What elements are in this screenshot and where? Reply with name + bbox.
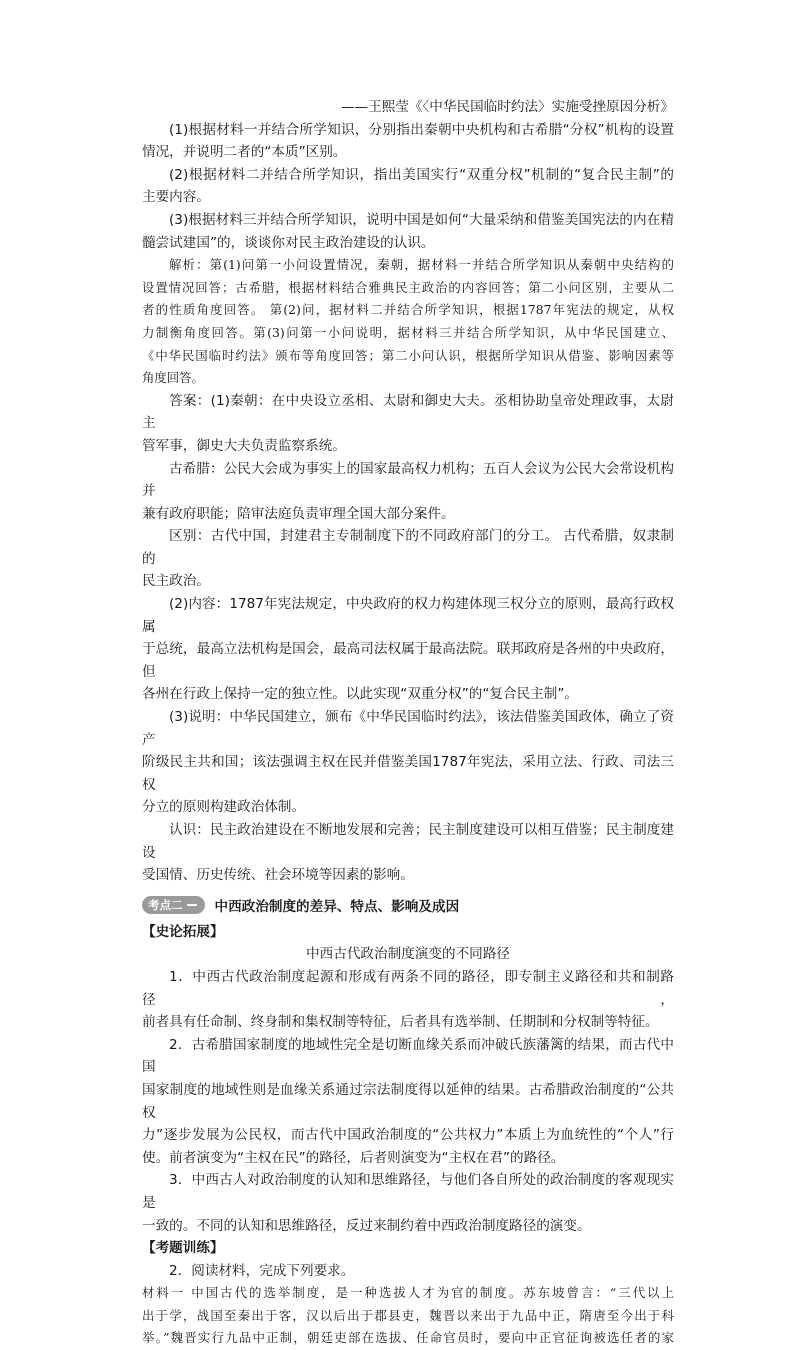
training-block <box>142 1237 674 1350</box>
extension-line: 1．中西古代政治制度起源和形成有两条不同的路径，即专制主义路径和共和制路径， <box>142 968 674 1008</box>
question-2 <box>142 164 674 209</box>
training-label: 【考题训练】 <box>142 1240 224 1257</box>
question-line: 髓尝试建国”的，谈谈你对民主政治建设的认识。 <box>142 234 435 251</box>
section-badge <box>142 896 205 914</box>
answer-line: 各州在行政上保持一定的独立性。以此实现“双重分权”的“复合民主制”。 <box>142 686 578 703</box>
analysis-line: 力制衡角度回答。第(3)问第一小问说明，据材料三并结合所学知识，从中华民国建立、 <box>142 324 674 340</box>
answer-block <box>142 390 674 887</box>
badge-bar-icon <box>187 904 197 906</box>
extension-heading: 中西古代政治制度演变的不同路径 <box>306 946 510 963</box>
training-question: 2．阅读材料，完成下列要求。 <box>169 1262 355 1279</box>
answer-line: 阶级民主共和国；该法强调主权在民并借鉴美国1787年宪法，采用立法、行政、司法三权 <box>142 754 674 793</box>
question-line: (3)根据材料三并结合所学知识，说明中国是如何“大量采纳和借鉴美国宪法的内在精 <box>169 211 674 228</box>
answer-line: 认识：民主政治建设在不断地发展和完善；民主制度建设可以相互借鉴；民主制度建设 <box>142 822 674 861</box>
material-line: 举。”魏晋实行九品中正制，朝廷吏部在选拔、任命官员时，要向中正官征询被选任者的家 <box>142 1330 674 1346</box>
answer-line: 管军事，御史大夫负责监察系统。 <box>142 437 346 454</box>
answer-line: 古希腊：公民大会成为事实上的国家最高权力机构；五百人会议为公民大会常设机构并 <box>142 460 674 500</box>
analysis-line: 解析：第(1)问第一小问设置情况，秦朝，据材料一并结合所学知识从秦朝中央结构的 <box>169 257 674 273</box>
analysis-block <box>142 254 674 390</box>
answer-line: (3)说明：中华民国建立，颁布《中华民国临时约法》，该法借鉴美国政体，确立了资产 <box>142 709 674 748</box>
material-line: 出于学，战国至秦出于客，汉以后出于郡县吏，魏晋以来出于九品中正，隋唐至今出于科 <box>142 1307 674 1323</box>
answer-line: 答案：(1)秦朝：在中央设立丞相、太尉和御史大夫。丞相协助皇帝处理政事，太尉主 <box>142 392 674 432</box>
answer-line: 兼有政府职能；陪审法庭负责审理全国大部分案件。 <box>142 505 455 522</box>
material-line: 材料一 中国古代的选举制度，是一种选拔人才为官的制度。苏东坡曾言：“三代以上 <box>142 1285 674 1301</box>
extension-line: 使。前者演变为“主权在民”的路径，后者则演变为“主权在君”的路径。 <box>142 1149 565 1166</box>
analysis-line: 设置情况回答；古希腊，根据材料结合雅典民主政治的内容回答；第二小问区别，主要从二 <box>142 279 674 295</box>
question-3 <box>142 209 674 254</box>
extension-line: 3．中西古人对政治制度的认知和思维路径，与他们各自所处的政治制度的客观现实是 <box>142 1172 674 1211</box>
section-title: 中西政治制度的差异、特点、影响及成因 <box>214 898 460 915</box>
extension-line: 一致的。不同的认知和思维路径，反过来制约着中西政治制度路径的演变。 <box>142 1217 591 1234</box>
answer-line: 区别：古代中国，封建君主专制制度下的不同政府部门的分工。 古代希腊，奴隶制的 <box>142 528 674 567</box>
extension-label: 【史论拓展】 <box>142 923 224 940</box>
question-1 <box>142 119 674 164</box>
question-line: 主要内容。 <box>142 189 210 206</box>
extension-line: 前者具有任命制、终身制和集权制等特征，后者具有选举制、任期制和分权制等特征。 <box>142 1014 659 1031</box>
answer-line: (2)内容：1787年宪法规定，中央政府的权力构建体现三权分立的原则，最高行政权属 <box>142 596 674 635</box>
analysis-line: 者的性质角度回答。 第(2)问，据材料二并结合所学知识，根据1787年宪法的规定，从权 <box>142 302 674 318</box>
extension-line: 2．古希腊国家制度的地域性完全是切断血缘关系而冲破氏族藩篱的结果，而古代中国 <box>142 1036 674 1076</box>
answer-line: 分立的原则构建政治体制。 <box>142 799 306 816</box>
source-citation: ——王熙莹《〈中华民国临时约法〉实施受挫原因分析》 <box>340 99 674 115</box>
analysis-line: 角度回答。 <box>142 370 204 386</box>
extension-line: 力”逐步发展为公民权，而古代中国政治制度的“公共权力”本质上为血统性的“个人”行 <box>142 1127 674 1144</box>
extension-block <box>142 921 674 1237</box>
question-line: (2)根据材料二并结合所学知识，指出美国实行“双重分权”机制的“复合民主制”的 <box>169 166 674 183</box>
document-page <box>142 96 674 1350</box>
section-header <box>142 893 674 917</box>
extension-line: 国家制度的地域性则是血缘关系通过宗法制度得以延伸的结果。古希腊政治制度的“公共权 <box>142 1081 674 1121</box>
question-line: 情况，并说明二者的“本质”区别。 <box>142 144 347 161</box>
answer-line: 于总统，最高立法机构是国会，最高司法权属于最高法院。联邦政府是各州的中央政府，但 <box>142 641 674 680</box>
answer-line: 受国情、历史传统、社会环境等因素的影响。 <box>142 867 414 884</box>
question-line: (1)根据材料一并结合所学知识，分别指出秦朝中央机构和古希腊“分权”机构的设置 <box>169 121 674 138</box>
analysis-line: 《中华民国临时约法》颁布等角度回答；第二小问认识，根据所学知识从借鉴、影响因素等 <box>142 347 674 363</box>
section-badge-label: 考点二 <box>148 897 183 912</box>
answer-line: 民主政治。 <box>142 573 210 590</box>
